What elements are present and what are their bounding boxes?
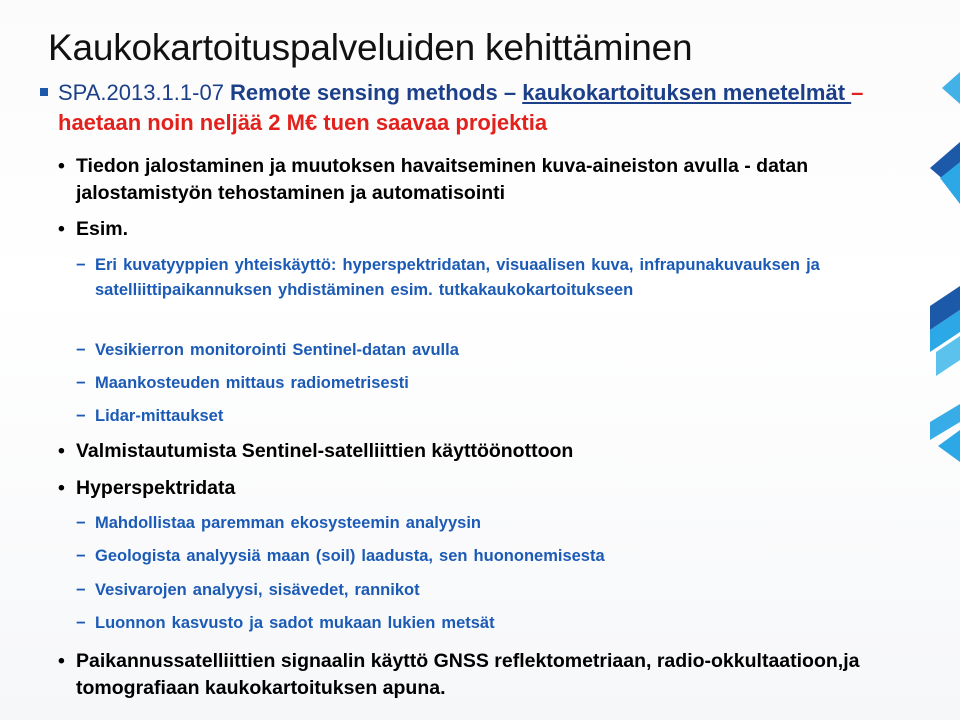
sub-list-item-text: Maankosteuden mittaus radiometrisesti [95,374,409,392]
dash-separator: – [851,80,864,105]
sub-list-item-text: Luonnon kasvusto ja sadot mukaan lukien metsät [95,614,495,632]
program-code: SPA.2013.1.1-07 [58,80,231,105]
bullet-icon: • [58,218,65,240]
bullet-icon: • [58,477,65,499]
bullet-icon: • [58,440,65,462]
sub-list-item [76,578,836,603]
list-item-text: Paikannussatelliittien signaalin käyttö GNSS reflektometriaan, radio-okkultaatioon,ja tomografiaan kaukokartoituksen apuna. [76,650,860,699]
sub-list-item [76,404,836,429]
dash-bullet-icon: − [76,374,86,392]
sub-list-item-text: Vesikierron monitorointi Sentinel-datan avulla [95,341,459,359]
dash-bullet-icon: − [76,341,86,359]
bullet-icon: • [58,650,65,672]
funding-note: haetaan noin neljää 2 M€ tuen saavaa projektia [58,110,548,135]
square-bullet-icon [40,88,48,96]
list-item-text: Tiedon jalostaminen ja muutoksen havaitseminen kuva-aineiston avulla - datan jalostamistyön tehostaminen ja automatisointi [76,155,809,204]
topic-finnish: kaukokartoituksen menetelmät [522,80,852,105]
sub-list-item [76,253,836,303]
list-item-text: Esim. [76,218,129,240]
blue-chevron-stripes-icon [930,0,960,720]
list-item [58,438,918,465]
list-item [58,216,918,243]
sub-list-item-text: Mahdollistaa paremman ekosysteemin analyysin [95,514,481,532]
sub-list-item [76,371,836,396]
list-item-text: Hyperspektridata [76,477,236,499]
dash-bullet-icon: − [76,614,86,632]
sub-list-item [76,511,836,536]
dash-bullet-icon: − [76,514,86,532]
sub-list-item-text: Geologista analyysiä maan (soil) laadusta, sen huononemisesta [95,547,605,565]
dash-bullet-icon: − [76,581,86,599]
dash-bullet-icon: − [76,256,86,274]
sub-list-item-text: Lidar-mittaukset [95,407,224,425]
dash-bullet-icon: − [76,407,86,425]
topic-english: Remote sensing methods – [230,80,523,105]
sub-list-item-text: Vesivarojen analyysi, sisävedet, rannikot [95,581,420,599]
sub-list-item [76,338,836,363]
list-item-text: Valmistautumista Sentinel-satelliittien käyttöönottoon [76,440,574,462]
main-bullet-text [58,78,890,138]
dash-bullet-icon: − [76,547,86,565]
sub-list-item-text: Eri kuvatyyppien yhteiskäyttö: hyperspektridatan, visuaalisen kuva, infrapunakuvauksen ja satelliittipaikannuksen yhdistäminen esim. tutkakaukokartoitukseen [95,256,820,299]
list-item [58,153,918,207]
main-bullet [40,78,890,138]
slide-title: Kaukokartoituspalveluiden kehittäminen [48,27,693,68]
sub-list-item [76,544,836,569]
bullet-icon: • [58,155,65,177]
list-item [58,475,918,502]
sub-list-item [76,611,836,636]
list-item [58,648,918,702]
